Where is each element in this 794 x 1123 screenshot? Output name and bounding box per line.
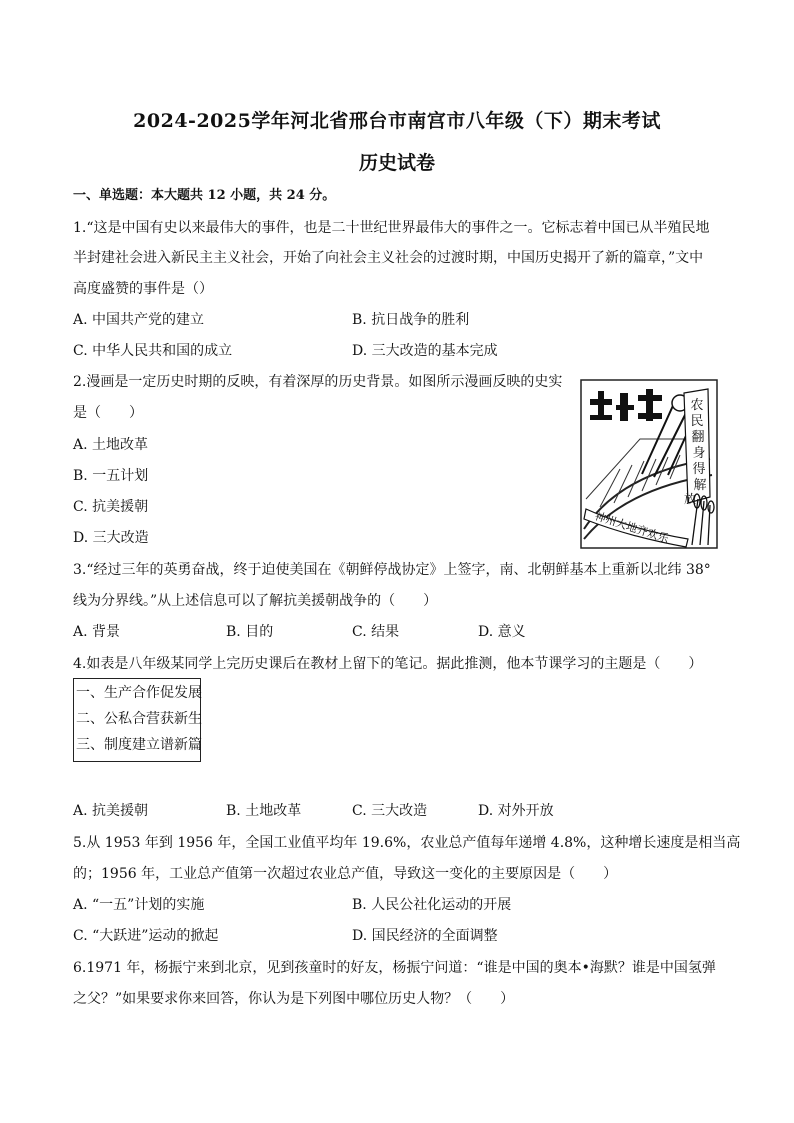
q4-option-a: A. 抗美援朝 xyxy=(73,803,149,819)
q4-option-c: C. 三大改造 xyxy=(352,803,428,819)
q3-option-c: C. 结果 xyxy=(352,624,400,640)
q1-option-c: C. 中华人民共和国的成立 xyxy=(73,343,233,359)
q4-notes-box xyxy=(73,678,201,762)
q3-option-a: A. 背景 xyxy=(73,624,121,640)
q1-option-a: A. 中国共产党的建立 xyxy=(73,312,205,328)
q4-line-1: 4.如表是八年级某同学上完历史课后在教材上留下的笔记。据此推测，他本节课学习的主题是（ ） xyxy=(73,656,703,672)
q2-option-d: D. 三大改造 xyxy=(73,530,149,546)
q1-line-1: 1.“这是中国有史以来最伟大的事件，也是二十世纪世界最伟大的事件之一。它标志着中国已从半殖民地 xyxy=(73,220,710,236)
q1-option-d: D. 三大改造的基本完成 xyxy=(352,343,498,359)
q3-line-1: 3.“经过三年的英勇奋战，终于迫使美国在《朝鲜停战协定》上签字，南、北朝鲜基本上重新以北纬 38° xyxy=(73,562,711,578)
q3-line-2: 线为分界线。”从上述信息可以了解抗美援朝战争的（ ） xyxy=(73,593,438,609)
q5-option-b: B. 人民公社化运动的开展 xyxy=(352,897,512,913)
q4-note-1: 一、生产合作促发展 xyxy=(76,685,202,701)
q5-option-d: D. 国民经济的全面调整 xyxy=(352,928,498,944)
q2-line-2: 是（ ） xyxy=(73,405,143,421)
q5-option-c: C. “大跃进”运动的掀起 xyxy=(73,928,219,944)
q4-option-d: D. 对外开放 xyxy=(478,803,554,819)
cartoon-banner-char-3: 翻 xyxy=(691,430,705,445)
q4-option-b: B. 土地改革 xyxy=(226,803,302,819)
cartoon-banner-char-2: 民 xyxy=(690,414,704,429)
cartoon-banner-char-5: 得 xyxy=(692,462,706,477)
q5-option-a: A. “一五”计划的实施 xyxy=(73,897,205,913)
cartoon-banner-char-1: 农 xyxy=(690,398,704,413)
q2-line-1: 2.漫画是一定历史时期的反映，有着深厚的历史背景。如图所示漫画反映的史实 xyxy=(73,374,563,390)
q6-line-2: 之父？”如果要求你来回答，你认为是下列图中哪位历史人物？（ ） xyxy=(73,991,515,1007)
q6-line-1: 6.1971 年，杨振宁来到北京，见到孩童时的好友，杨振宁问道：“谁是中国的奥本•海默？谁是中国氢弹 xyxy=(73,960,716,976)
q1-option-b: B. 抗日战争的胜利 xyxy=(352,312,470,328)
cartoon-ribbon-text: 神州大地齐欢乐 xyxy=(593,509,671,546)
q5-line-1: 5.从 1953 年到 1956 年，全国工业值平均年 19.6%，农业总产值每年递增 4.8%，这种增长速度是相当高 xyxy=(73,835,741,851)
q1-line-2: 半封建社会进入新民主主义社会，开始了向社会主义社会的过渡时期，中国历史揭开了新的篇章，”文中 xyxy=(73,250,704,266)
q2-option-c: C. 抗美援朝 xyxy=(73,499,149,515)
section-heading: 一、单选题：本大题共 12 小题，共 24 分。 xyxy=(73,188,336,203)
q4-note-2: 二、公私合营获新生 xyxy=(76,711,202,727)
q5-line-2: 的；1956 年，工业总产值第一次超过农业总产值，导致这一变化的主要原因是（ ） xyxy=(73,866,618,882)
cartoon-banner-char-7: 放 xyxy=(683,492,697,506)
q2-option-a: A. 土地改革 xyxy=(73,437,149,453)
exam-subtitle: 历史试卷 xyxy=(358,152,435,174)
q1-line-3: 高度盛赞的事件是（） xyxy=(73,281,213,297)
land-reform-cartoon xyxy=(580,379,718,549)
exam-title: 2024-2025学年河北省邢台市南宫市八年级（下）期末考试 xyxy=(133,110,661,132)
q3-option-d: D. 意义 xyxy=(478,624,526,640)
cartoon-banner-char-6: 解 xyxy=(693,478,707,493)
q3-option-b: B. 目的 xyxy=(226,624,274,640)
q2-option-b: B. 一五计划 xyxy=(73,468,149,484)
q4-note-3: 三、制度建立谱新篇 xyxy=(76,737,202,753)
cartoon-banner-char-4: 身 xyxy=(692,446,706,461)
